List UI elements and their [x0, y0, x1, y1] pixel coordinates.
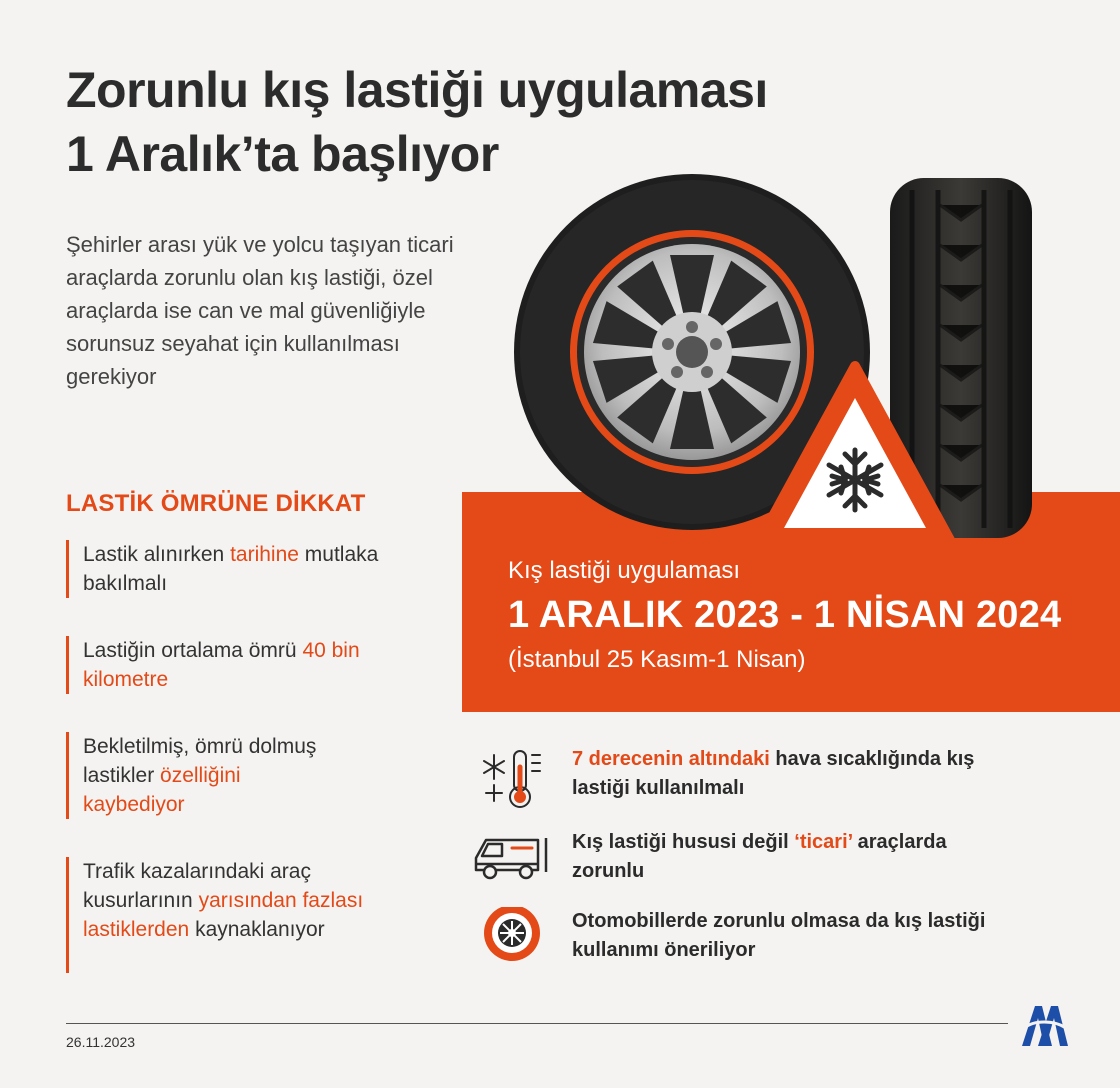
- tip-item: [66, 636, 396, 694]
- tip-highlight: özelliğini kaybediyor: [83, 764, 241, 816]
- banner-note: (İstanbul 25 Kasım-1 Nisan): [508, 646, 806, 673]
- tip-text: Trafik kazalarındaki araç kusurlarının: [83, 860, 311, 912]
- section-heading: LASTİK ÖMRÜNE DİKKAT: [66, 490, 366, 517]
- tip-text: Lastik alınırken: [83, 543, 231, 566]
- tip-text: Lastiğin ortalama ömrü: [83, 639, 303, 662]
- info-body: araçlarda zorunlu: [572, 831, 947, 882]
- tip-item: [66, 540, 396, 598]
- info-text: Otomobillerde zorunlu olmasa da kış lastiği kullanımı öneriliyor: [572, 910, 986, 961]
- publish-date: 26.11.2023: [66, 1034, 136, 1050]
- info-highlight: ‘ticari’: [794, 831, 853, 853]
- info-highlight: 7 derecenin altındaki: [572, 748, 770, 770]
- tip-text: mutlaka bakılmalı: [83, 543, 379, 595]
- tip-highlight: tarihine: [230, 543, 299, 566]
- info-item: [472, 907, 1032, 977]
- info-item: [472, 828, 1032, 898]
- aa-logo: [1018, 1000, 1070, 1048]
- tire-icon: [472, 907, 552, 977]
- intro-paragraph: Şehirler arası yük ve yolcu taşıyan ticari araçlarda zorunlu olan kış lastiği, özel araçlarda ise can ve mal güvenliğiyle sorunsuz seyahat için kullanılması gerekiyor: [66, 232, 454, 389]
- tip-item: [66, 857, 366, 973]
- winter-tire-illustration: [460, 160, 1120, 560]
- thermometer-snow-icon: [472, 745, 552, 815]
- tip-highlight: yarısından fazlası lastiklerden: [83, 889, 364, 941]
- info-text: [572, 745, 1012, 803]
- banner-subtitle: Kış lastiği uygulaması: [508, 557, 741, 584]
- info-body: Kış lastiği hususi değil: [572, 831, 795, 853]
- banner-dates: 1 ARALIK 2023 - 1 NİSAN 2024: [508, 594, 1062, 636]
- info-body: hava sıcaklığında kış lastiği kullanılmalı: [572, 748, 975, 799]
- footer-divider: [66, 1023, 1008, 1024]
- tip-text: kaynaklanıyor: [189, 918, 325, 941]
- tip-item: [66, 732, 336, 819]
- van-icon: [472, 828, 552, 898]
- info-item: [472, 745, 1032, 815]
- title-line-1: Zorunlu kış lastiği uygulaması: [66, 62, 768, 118]
- title-line-2: 1 Aralık’ta başlıyor: [66, 126, 499, 182]
- tip-text: Bekletilmiş, ömrü dolmuş lastikler: [83, 735, 317, 787]
- info-text: [572, 828, 1012, 886]
- tip-highlight: 40 bin kilometre: [83, 639, 360, 691]
